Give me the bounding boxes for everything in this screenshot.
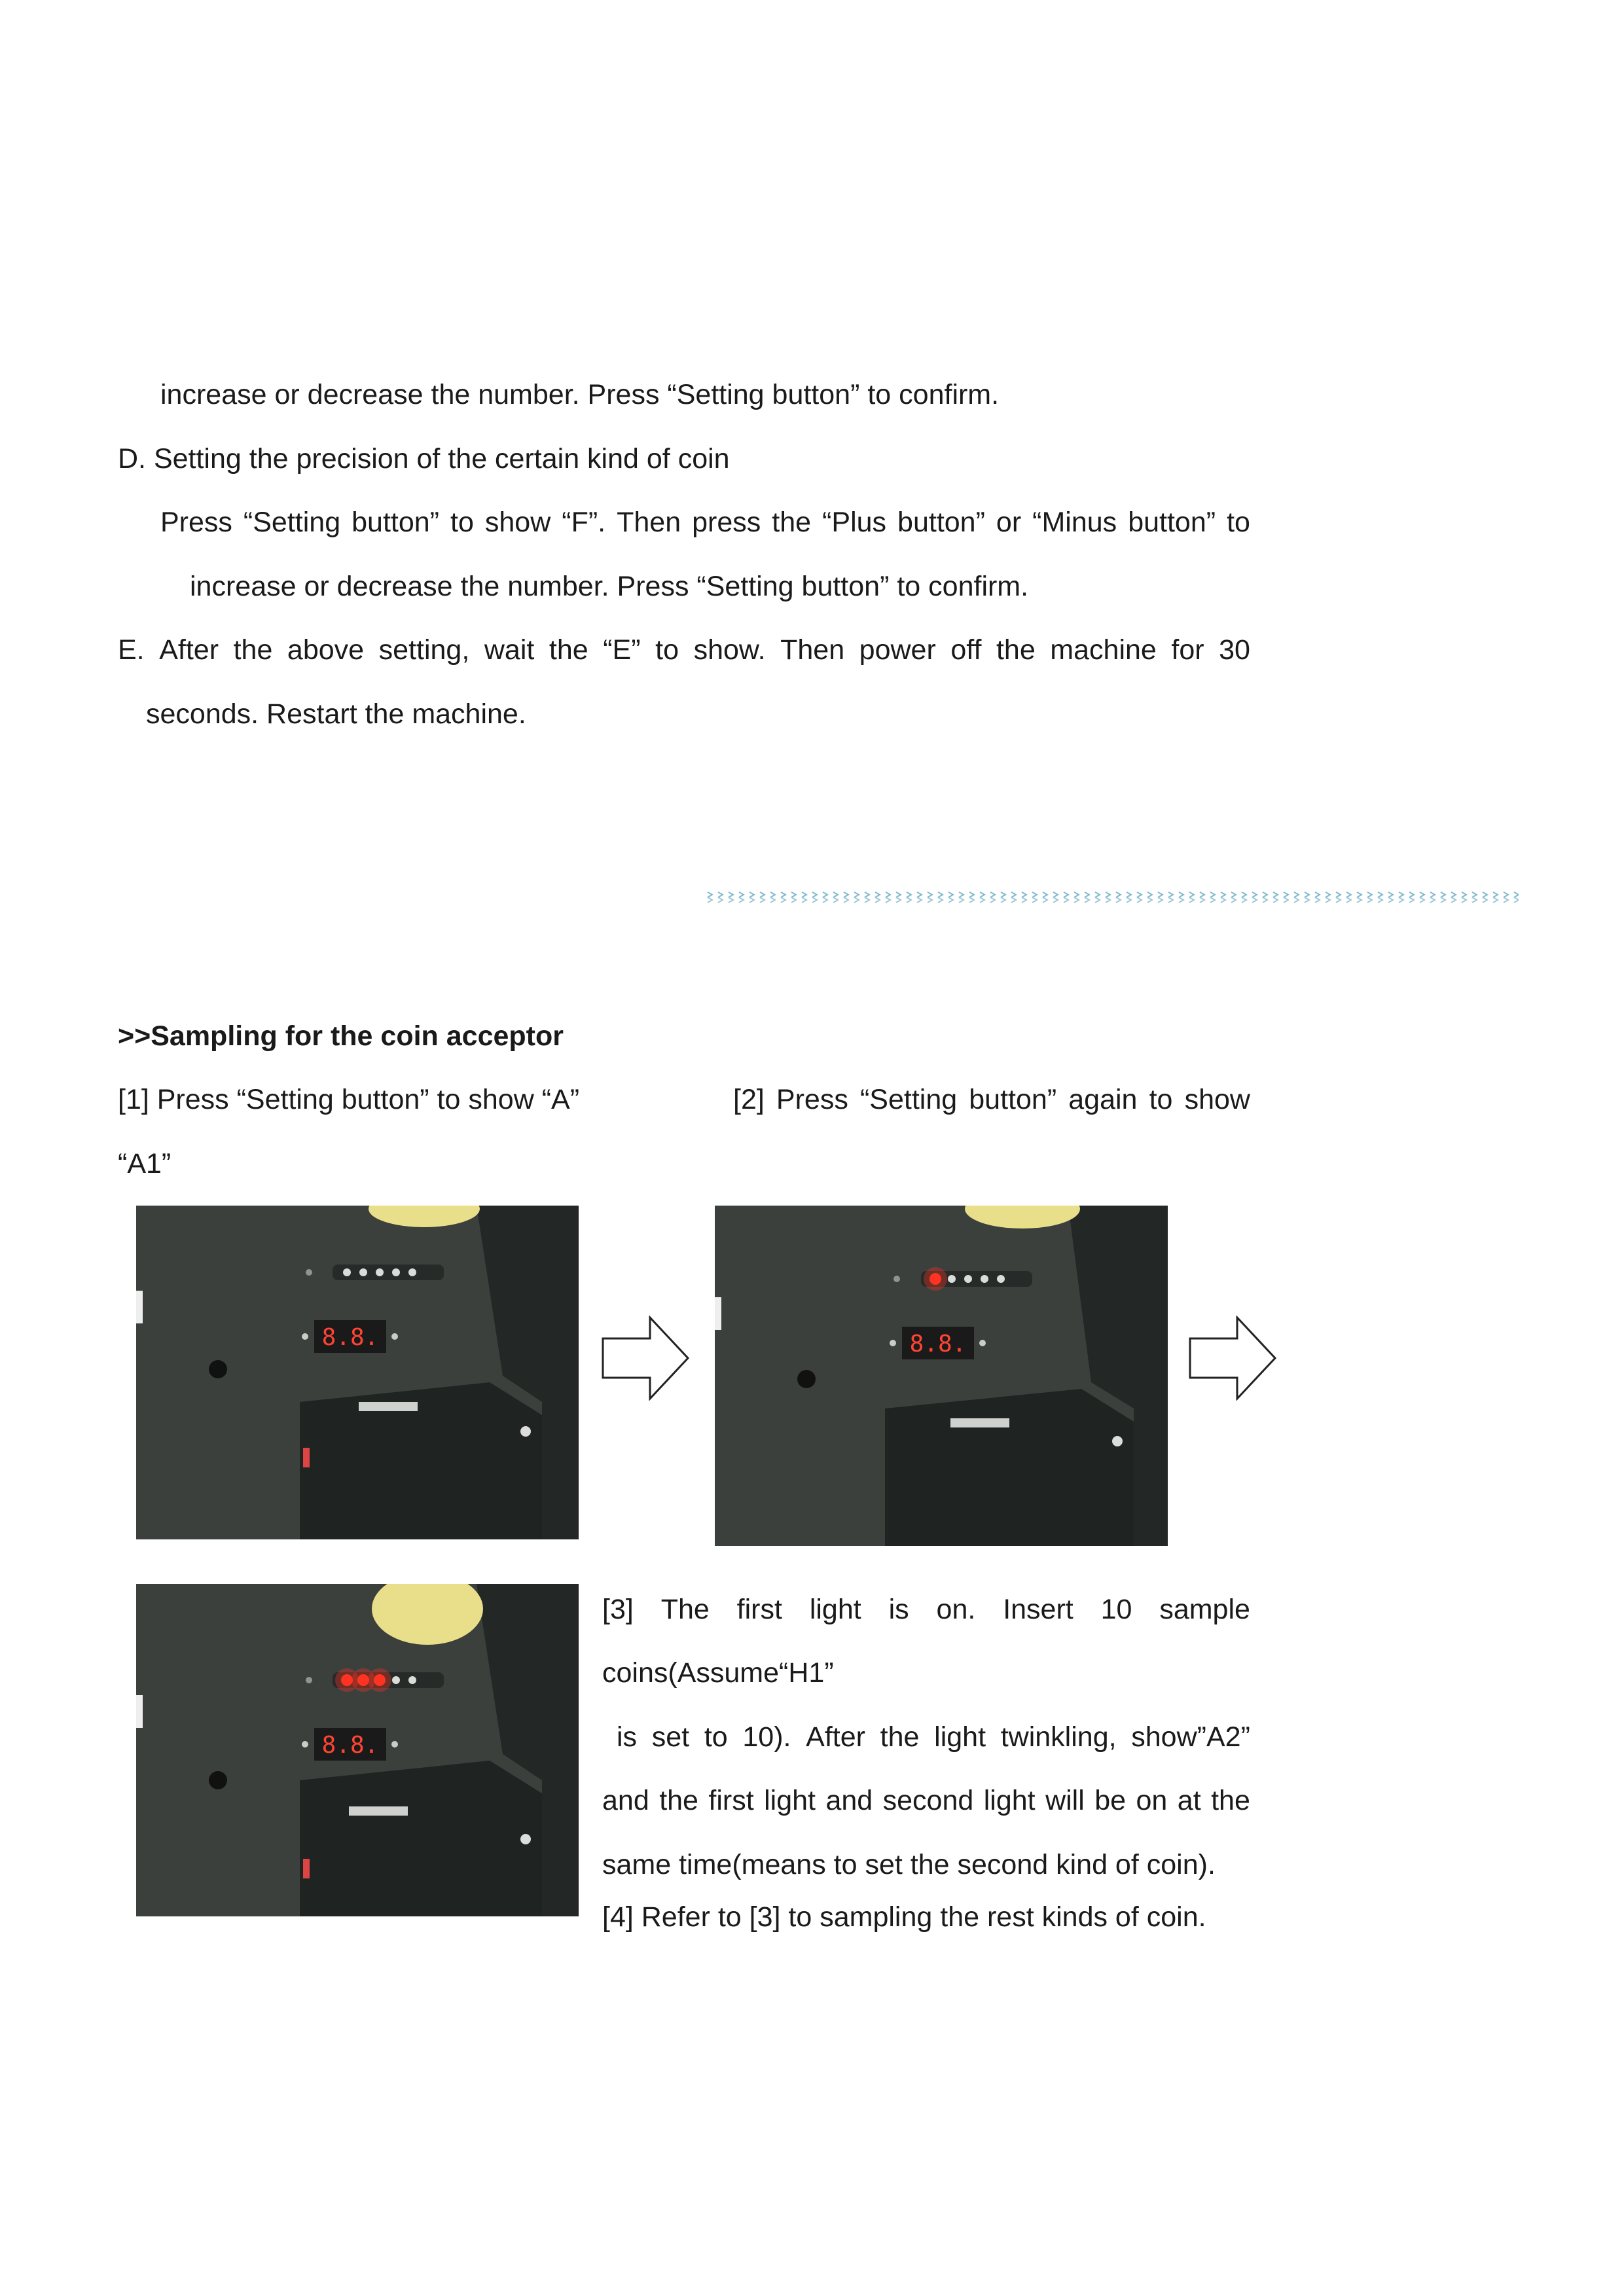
word: show [1184,1084,1250,1115]
word: Press [776,1084,848,1115]
word: be [1094,1785,1127,1816]
word: button” [1128,507,1216,538]
word: light [764,1785,816,1816]
word: for [1171,634,1204,666]
word: “F”. [562,507,606,538]
word: show”A2” [1131,1721,1250,1753]
instruction-e-line2: seconds. Restart the machine. [146,698,526,730]
word: the [549,634,588,666]
word: power [859,634,936,666]
word: After [159,634,219,666]
word: E. [118,634,145,666]
word: first [736,1594,782,1625]
heading-d: D. Setting the precision of the certain kind of coin [118,443,730,475]
arrow-right-icon [601,1316,691,1401]
word: is [888,1594,909,1625]
word: button” [969,1084,1057,1115]
word: button” [352,507,439,538]
sampling-title: >>Sampling for the coin acceptor [118,1020,564,1052]
word: first [708,1785,754,1816]
word: the [996,634,1036,666]
step1-text: [1] Press “Setting button” to show “A” [118,1084,580,1115]
photo-step2 [715,1206,1168,1546]
word: second [882,1785,974,1816]
word: the [772,507,812,538]
word: to [655,634,679,666]
word: off [950,634,982,666]
word: will [1045,1785,1085,1816]
coin-acceptor-photo-1 [136,1206,579,1539]
word: or [996,507,1022,538]
word: button” [897,507,985,538]
word: twinkling, [1000,1721,1117,1753]
word: “Plus [822,507,887,538]
step3-line3 [617,1720,1250,1754]
word: After [806,1721,865,1753]
word: on. [936,1594,976,1625]
word: set [651,1721,690,1753]
word: again [1068,1084,1138,1115]
word: “Setting [243,507,341,538]
word: is [617,1721,638,1753]
word: sample [1159,1594,1250,1625]
word: show [484,507,551,538]
step2-tail: “A1” [118,1148,171,1179]
word: “Setting [859,1084,958,1115]
word: machine [1050,634,1157,666]
word: “Minus [1032,507,1117,538]
word: press [692,507,761,538]
step3-line1 [602,1592,1250,1626]
seven-segment-display: 8.8. [321,1324,379,1351]
word: 10 [1100,1594,1132,1625]
photo-step1 [136,1206,579,1539]
word: to [1149,1084,1173,1115]
word: the [1211,1785,1250,1816]
word: to [450,507,474,538]
word: to [1227,507,1250,538]
word: setting, [378,634,470,666]
photo-step3 [136,1584,579,1916]
word: the [659,1785,698,1816]
word: above [287,634,365,666]
word: Then [780,634,845,666]
instruction-d-line1 [160,505,1250,539]
word: the [233,634,273,666]
word: light [983,1785,1036,1816]
coin-acceptor-photo-3 [136,1584,579,1916]
word: [2] [733,1084,765,1115]
word: Press [160,507,232,538]
word: to [704,1721,728,1753]
word: wait [484,634,535,666]
seven-segment-display: 8.8. [909,1331,967,1357]
word: Insert [1003,1594,1074,1625]
word: on [1136,1785,1168,1816]
word: and [825,1785,873,1816]
word: [3] [602,1594,634,1625]
decorative-divider [707,887,1519,906]
instruction-d-line2: increase or decrease the number. Press “Setting button” to confirm. [190,571,1029,602]
word: The [660,1594,710,1625]
step2-text [733,1083,1250,1117]
word: and [602,1785,649,1816]
coin-acceptor-photo-2 [715,1206,1168,1546]
step3-line4 [602,1784,1250,1818]
word: show. [693,634,766,666]
word: at [1177,1785,1201,1816]
step4-text: [4] Refer to [3] to sampling the rest kinds of coin. [602,1901,1206,1933]
seven-segment-display: 8.8. [321,1732,379,1759]
word: 30 [1219,634,1250,666]
word: the [880,1721,920,1753]
instruction-c-continuation: increase or decrease the number. Press “Setting button” to confirm. [160,379,1000,410]
step3-line2: coins(Assume“H1” [602,1657,834,1689]
step3-line5: same time(means to set the second kind of coin). [602,1849,1216,1880]
word: 10). [742,1721,791,1753]
word: light [934,1721,986,1753]
arrow-right-icon [1188,1316,1278,1401]
word: Then [617,507,681,538]
heading-e-line1 [118,633,1250,667]
word: “E” [603,634,641,666]
word: light [809,1594,861,1625]
